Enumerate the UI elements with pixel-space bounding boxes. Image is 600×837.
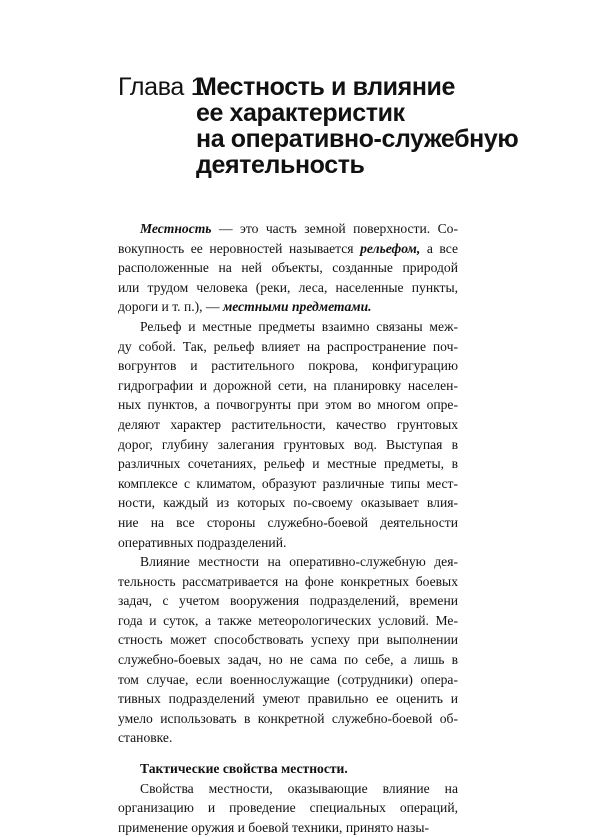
emphasized-term: Местность — [140, 221, 212, 236]
text-line: деляют характер растительности, качество грунтовых — [118, 416, 458, 432]
section-subheading: Тактические свойства местности. — [140, 761, 348, 777]
chapter-label: Глава 1. — [118, 73, 211, 101]
text-line: дорог, глубину залегания грунтовых вод. Выступая в — [118, 436, 458, 452]
text-line: ду собой. Так, рельеф влияет на распространение поч- — [118, 338, 458, 354]
text-line: Местность — это часть земной поверхности. Со- — [140, 221, 458, 236]
emphasized-term: местными предметами. — [222, 299, 372, 315]
text-line: ние на все стороны служебно-боевой деятельности — [118, 514, 458, 530]
text-line: стность может способствовать успеху при выполнении — [118, 632, 458, 648]
text-line: оперативных подразделений. — [118, 534, 287, 550]
text-line: применение оружия и боевой техники, принято назы- — [118, 819, 429, 835]
text-line: Свойства местности, оказывающие влияние на — [140, 780, 458, 796]
text-line: том случае, если военнослужащие (сотрудники) опера- — [118, 671, 458, 687]
text-line: организацию и проведение специальных операций, — [118, 800, 458, 816]
text-line: вокупность ее неровностей называется рельефом, а все — [118, 240, 459, 256]
text-line: задач, с учетом вооружения подразделений, времени — [118, 593, 458, 609]
text-line: расположенные на ней объекты, созданные природой — [118, 260, 458, 276]
text-line: тельность рассматривается на фоне конкретных боевых — [118, 573, 458, 589]
paragraph — [118, 219, 458, 317]
text-line: служебно-боевых задач, но не сама по себе, а лишь в — [118, 652, 458, 668]
paragraphs — [118, 219, 458, 748]
text-line: ных пунктов, а почвогрунты при этом во многом опре- — [118, 397, 458, 413]
text-line: различных сочетаниях, рельеф и местные предметы, в — [118, 456, 458, 472]
paragraph — [118, 552, 458, 748]
body-text — [118, 219, 458, 837]
chapter-title-line: деятельность — [196, 151, 365, 179]
text-line: Влияние местности на оперативно-служебную дея- — [140, 554, 458, 570]
text-line: дороги и т. п.), — местными предметами. — [118, 299, 372, 315]
emphasized-term: рельефом, — [360, 240, 421, 256]
text-line: умело использовать в конкретной служебно-боевой об- — [118, 710, 458, 726]
text-line: ности, каждый из которых по-своему оказывает влия- — [118, 495, 458, 511]
text-line: становке. — [118, 730, 173, 746]
chapter-title-line: Местность и влияние — [196, 73, 456, 101]
text-line: гидрографии и дорожной сети, на планировку населен- — [118, 377, 458, 393]
final-paragraph — [118, 779, 458, 837]
paragraph — [118, 779, 458, 837]
text-line: комплексе с климатом, образуют различные типы мест- — [118, 475, 458, 491]
text-line: или трудом человека (реки, леса, населенные пункты, — [118, 279, 458, 295]
text-line: тивных подразделений умеют правильно ее оценить и — [118, 691, 458, 707]
chapter-title-line: на оперативно-служебную — [196, 125, 519, 153]
text-line: года и суток, а также метеорологических условий. Ме- — [118, 612, 458, 628]
text-line: вогрунтов и растительного покрова, конфигурацию — [118, 358, 458, 374]
text-line: Рельеф и местные предметы взаимно связаны меж- — [140, 318, 458, 334]
chapter-title-line: ее характеристик — [196, 99, 405, 127]
chapter-title — [196, 74, 526, 178]
paragraph — [118, 317, 458, 552]
